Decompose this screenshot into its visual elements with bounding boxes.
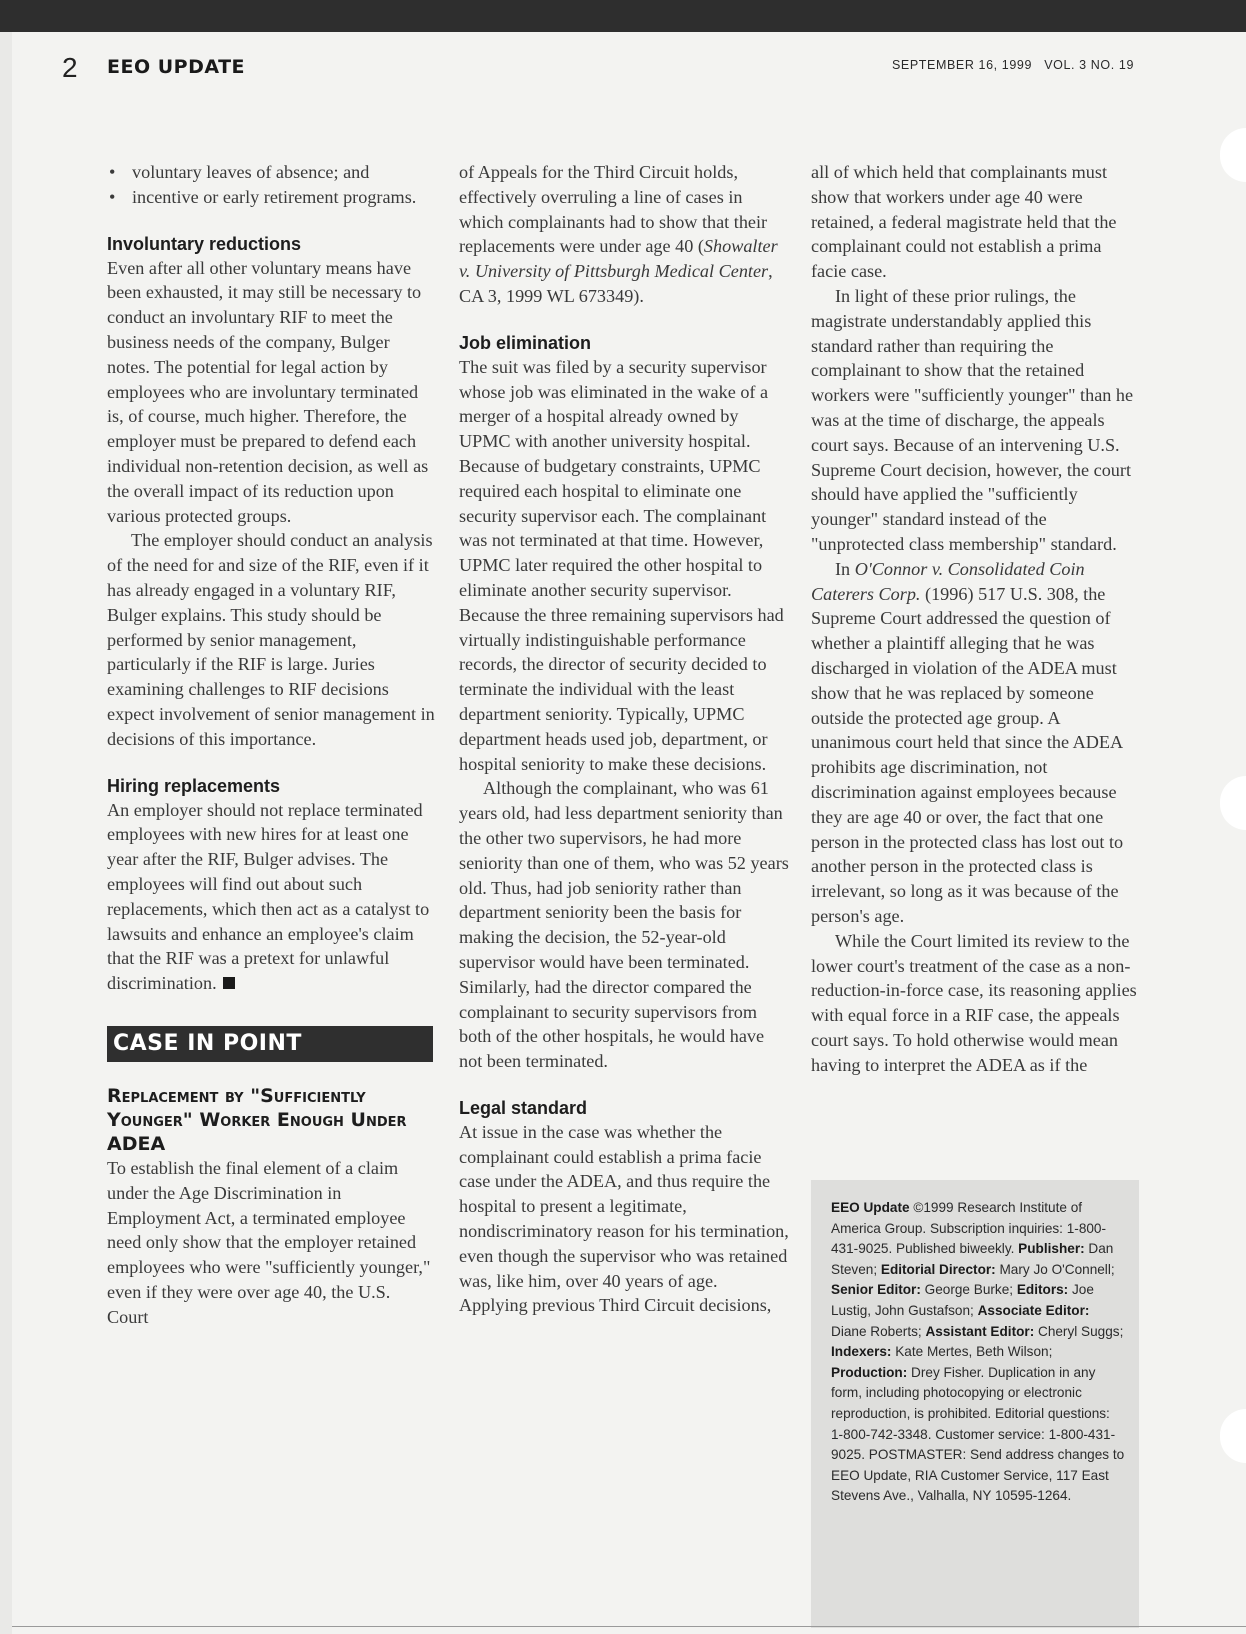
- masthead-label: Indexers:: [831, 1344, 892, 1360]
- paragraph: [459, 160, 789, 309]
- paragraph: The suit was filed by a security supervisor whose job was eliminated in the wake of a merger of a hospital already owned by UPMC with another university hospital. Because of budgetary constraints, UPMC required each hospital to eliminate one security supervisor each. The complainant was not terminated at that time. However, UPMC later required the other hospital to eliminate another security supervisor. Because the three remaining supervisors had virtually indistinguishable performance records, the director of security decided to terminate the individual with the least department seniority. Typically, UPMC department heads used job, department, or hospital seniority to make these decisions.: [459, 356, 784, 774]
- column-2: [459, 160, 789, 1318]
- paragraph: While the Court limited its review to the lower court's treatment of the case as a non-reduction-in-force case, its reasoning applies with equal force in a RIF case, the appeals court says. To hold otherwise would mean having to interpret the ADEA as if the: [811, 930, 1137, 1075]
- masthead-value: Kate Mertes, Beth Wilson;: [891, 1344, 1053, 1360]
- masthead-value: Dan Steven;: [831, 1241, 1114, 1277]
- paragraph-text: , CA 3, 1999 WL 673349).: [459, 261, 773, 306]
- paragraph-text: An employer should not replace terminated employees with new hires for at least one year after the RIF, Bulger advises. The employees will find out about such replacements, which then act as a catalyst to lawsuits and enhance an employee's claim that the RIF was a pretext for unlawful discrimination.: [107, 799, 430, 994]
- masthead-value: Diane Roberts;: [831, 1323, 926, 1339]
- banner-label: CASE IN POINT: [113, 1031, 302, 1057]
- masthead-label: EEO Update: [831, 1200, 910, 1215]
- masthead-value: Cheryl Suggs;: [1034, 1323, 1124, 1339]
- end-of-article-mark: [223, 977, 235, 989]
- masthead-value: Joe Lustig, John Gustafson;: [831, 1282, 1094, 1318]
- paragraph: To establish the final element of a claim under the Age Discrimination in Employment Act, a terminated employee need only show that the employer retained employees who were "sufficiently younger," even if they were over age 40, the U.S. Court: [107, 1157, 431, 1327]
- paragraph-text: In: [835, 558, 855, 579]
- masthead-value: Drey Fisher. Duplication in any form, including photocopying or electronic reproduction, is prohibited. Editorial questions: 1-800-742-3348. Customer service: 1-800-431-9025. POSTMASTER: Send address changes to EEO Update, RIA Customer Service, 117 East Stevens Ave., Valhalla, NY 10595-1264.: [831, 1364, 1125, 1504]
- masthead-text: [831, 1198, 1125, 1507]
- section-heading-legal-standard: Legal standard: [459, 1097, 588, 1118]
- case-citation: Showalter v. University of Pittsburgh Medical Center: [459, 236, 778, 282]
- masthead-label: Senior Editor:: [831, 1282, 921, 1298]
- paragraph-text: of Appeals for the Third Circuit holds, effectively overruling a line of cases in which complainants had to show that their replacements were under age 40 (: [459, 162, 768, 257]
- masthead-label: Publisher:: [1018, 1241, 1085, 1257]
- page-bottom-edge: [12, 1626, 1246, 1627]
- page-number: 2: [62, 52, 78, 83]
- paragraph: The employer should conduct an analysis of the need for and size of the RIF, even if it has already engaged in a voluntary RIF, Bulger explains. This study should be performed by senior management, particularly if the RIF is large. Juries examining challenges to RIF decisions expect involvement of senior management in decisions of this importance.: [107, 530, 435, 749]
- section-heading-involuntary-reductions: Involuntary reductions: [107, 233, 302, 254]
- masthead-label: Associate Editor:: [977, 1302, 1090, 1318]
- masthead-label: Production:: [831, 1364, 908, 1380]
- scan-left-strip: [0, 32, 12, 1634]
- paragraph: all of which held that complainants must show that workers under age 40 were retained, a federal magistrate held that the complainant could not establish a prima facie case.: [811, 162, 1117, 282]
- masthead-label: Assistant Editor:: [925, 1323, 1035, 1339]
- section-heading-job-elimination: Job elimination: [459, 332, 592, 353]
- bullet-list: [107, 160, 435, 210]
- binder-hole: [1220, 128, 1246, 182]
- publication-name: EEO UPDATE: [107, 56, 246, 78]
- paragraph: [107, 798, 435, 996]
- paragraph: Although the complainant, who was 61 years old, had less department seniority than the other two supervisors, he had more seniority than one of them, who was 52 years old. Thus, had job seniority rather than department seniority been the basis for making the decision, the 52-year-old supervisor would have been terminated. Similarly, had the director compared the complainant to security supervisors from both of the other hospitals, he would have not been terminated.: [459, 778, 789, 1072]
- paragraph: [811, 557, 1139, 929]
- binder-hole: [1220, 1409, 1246, 1463]
- masthead-value: ©1999 Research Institute of America Group. Subscription inquiries: 1-800-431-9025. Published biweekly.: [831, 1200, 1107, 1257]
- masthead-value: George Burke;: [920, 1282, 1017, 1298]
- paragraph: At issue in the case was whether the complainant could establish a prima facie case under the ADEA, and thus require the hospital to present a legitimate, nondiscriminatory reason for his termination, even though the supervisor who was retained was, like him, over 40 years of age. Applying previous Third Circuit decisions,: [459, 1121, 789, 1316]
- paragraph: Even after all other voluntary means have been exhausted, it may still be necessary to conduct an involuntary RIF to meet the business needs of the company, Bulger notes. The potential for legal action by employees who are involuntary terminated is, of course, much higher. Therefore, the employer must be prepared to defend each individual non-retention decision, as well as the overall impact of its reduction upon various protected groups.: [107, 257, 429, 526]
- masthead-label: Editors:: [1016, 1282, 1069, 1298]
- case-in-point-banner: [107, 1026, 433, 1062]
- case-citation: O'Connor v. Consolidated Coin Caterers Corp.: [811, 558, 1085, 604]
- masthead-value: Mary Jo O'Connell;: [995, 1261, 1115, 1277]
- scan-top-bar: [0, 0, 1246, 32]
- masthead-label: Editorial Director:: [880, 1261, 996, 1277]
- issue-date-volume: SEPTEMBER 16, 1999 VOL. 3 NO. 19: [891, 58, 1134, 72]
- paragraph-text: (1996) 517 U.S. 308, the Supreme Court addressed the question of whether a plaintiff alleging that he was discharged in violation of the ADEA must show that he was replaced by someone outside the protected age group. A unanimous court held that since the ADEA prohibits age discrimination, not discrimination against employees because they are age 40 or over, the fact that one person in the protected class has lost out to another person in the protected class is irrelevant, so long as it was because of the person's age.: [811, 583, 1124, 926]
- column-3: [811, 160, 1139, 1077]
- paragraph: In light of these prior rulings, the magistrate understandably applied this standard rather than requiring the complainant to show that the retained workers were "sufficiently younger" than he was at the time of discharge, the appeals court says. Because of an intervening U.S. Supreme Court decision, however, the court should have applied the "sufficiently younger" standard instead of the "unprotected class membership" standard.: [811, 285, 1134, 554]
- story-headline: Replacement by "Sufficiently Younger" Worker Enough Under ADEA: [107, 1084, 407, 1155]
- section-heading-hiring-replacements: Hiring replacements: [107, 775, 281, 796]
- binder-hole: [1220, 776, 1246, 830]
- list-item: • incentive or early retirement programs.: [107, 185, 435, 210]
- masthead-box: [811, 1180, 1139, 1628]
- list-item: • voluntary leaves of absence; and: [107, 160, 435, 185]
- column-1: [107, 160, 435, 1329]
